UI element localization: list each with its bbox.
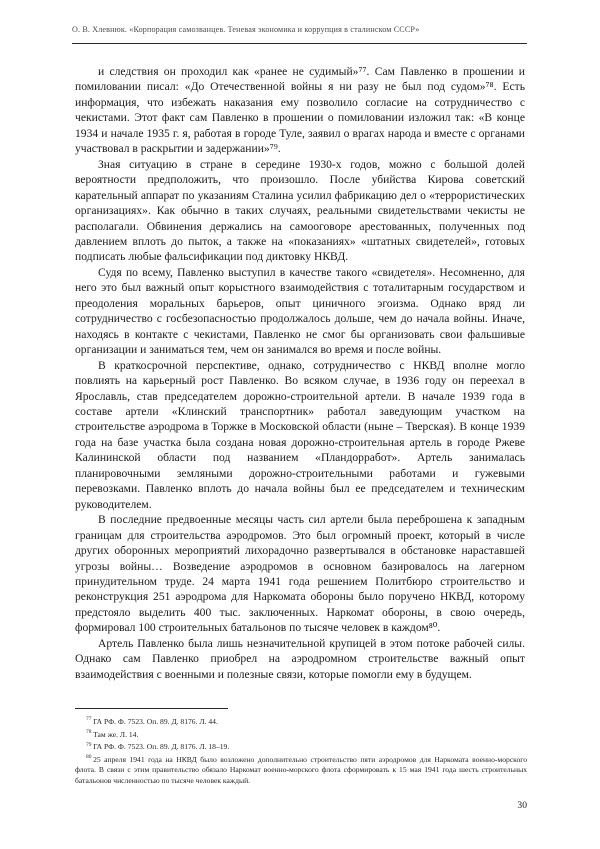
footnote-number: 79 [86,741,92,748]
footnote-number: 80 [86,754,92,761]
footnote-separator-rule [75,708,228,709]
body-paragraph: В краткосрочной перспективе, однако, сотрудничество с НКВД вполне могло повлиять на карьерный рост Павленко. Во всяком случае, в 1936 году он переехал в Ярославль, став председателем дорожно-строительной артели. В начале 1939 года в составе артели «Клинский транспортник» работал заведующим участком на строительстве аэродрома в Торжке в Московской области (ныне – Тверская). В конце 1939 года на базе участка была создана новая дорожно-строительная артель в городе Ржеве Калининской области под названием «Пландорработ». Артель занималась планировочными земляными дорожно-строительными работами и гужевыми перевозками. Павленко вплоть до начала войны был ее председателем и техническим руководителем. [75,358,525,511]
footnote-text: ГА РФ. Ф. 7523. Оп. 89. Д. 8176. Л. 18–19. [93,742,230,752]
footnote-text: Там же. Л. 14. [93,729,139,739]
body-paragraph: и следствия он проходил как «ранее не судимый»​⁷⁷. Сам Павленко в прошении и помиловании писал: «До Отечественной войны я ни разу не был под судом»⁷⁸. Есть информация, что избежать наказания ему позволило согласие на сотрудничество с чекистами. Этот факт сам Павленко в прошении о помиловании изложил так: «В конце 1934 и начале 1935 г. я, работая в городе Туле, заявил о врагах народа и вместе с органами участвовал в раскрытии и задержании»⁷⁹. [75,65,525,156]
page-number: 30 [517,800,527,811]
footnote-text: 25 апреля 1941 года на НКВД было возложено дополнительно строительство пяти аэродромов для Наркомата военно-морского флота. В связи с этим правительство обязало Наркомат военно-морского флота сформировать к 15 мая 1941 года шесть строительных батальонов численностью по тысяче человек каждый. [75,754,527,785]
footnote-item [75,742,527,753]
footnote-number: 77 [86,716,92,723]
footnote-number: 78 [86,729,92,736]
running-head-rule [72,43,527,44]
body-paragraph: Зная ситуацию в стране в середине 1930-х годов, можно с большой долей вероятности предположить, что произошло. После убийства Кирова советский карательный аппарат по указаниям Сталина усилил фабрикацию дел о «террористических организациях». Как обычно в таких случаях, реальными свидетельствами чекисты не располагали. Обвинения держались на самооговоре арестованных, полученных под давлением вплоть до пыток, а также на «показаниях» «штатных свидетелей», готовых подписать любые фальсификации под диктовку НКВД. [75,157,525,264]
footnote-item [75,730,527,741]
footnote-block [75,717,527,789]
footnote-text: ГА РФ. Ф. 7523. Оп. 89. Д. 8176. Л. 44. [93,717,218,726]
body-paragraph: Артель Павленко была лишь незначительной крупицей в этом потоке рабочей силы. Однако сам Павленко приобрел на аэродромном строительстве важный опыт взаимодействия с военными и полезные связи, которые помогли ему в будущем. [75,636,525,681]
body-paragraph: Судя по всему, Павленко выступил в качестве такого «свидетеля». Несомненно, для него это был важный опыт корыстного взаимодействия с тоталитарным государством и преодоления моральных барьеров, опыт циничного эгоизма. Однако вряд ли сотрудничество с госбезопасностью продолжалось дольше, чем до начала войны. Иначе, находясь в контакте с чекистами, Павленко не смог бы организовать свои фальшивые организации и заниматься тем, чем он занимался во время и после войны. [75,265,525,357]
running-head: О. В. Хлевнюк. «Корпорация самозванцев. Теневая экономика и коррупция в сталинском СССР» [72,25,420,34]
body-paragraph: В последние предвоенные месяцы часть сил артели была переброшена к западным границам для строительства аэродромов. Это был огромный проект, который в числе других оборонных мероприятий лихорадочно развертывался в обстановке нараставшей угрозы войны… Возведение аэродромов в основном базировалось на лагерном принудительном труде. 24 марта 1941 года решением Политбюро строительство и реконструкция 251 аэродрома для Наркомата обороны было поручено НКВД, которому предстояло выделить 400 тыс. заключенных. Наркомат обороны, в свою очередь, формировал 100 строительных батальонов по тысяче человек в каждом⁸⁰. [75,513,525,635]
footnote-item [75,755,527,787]
body-text-column [75,64,525,682]
footnote-item [75,717,527,728]
